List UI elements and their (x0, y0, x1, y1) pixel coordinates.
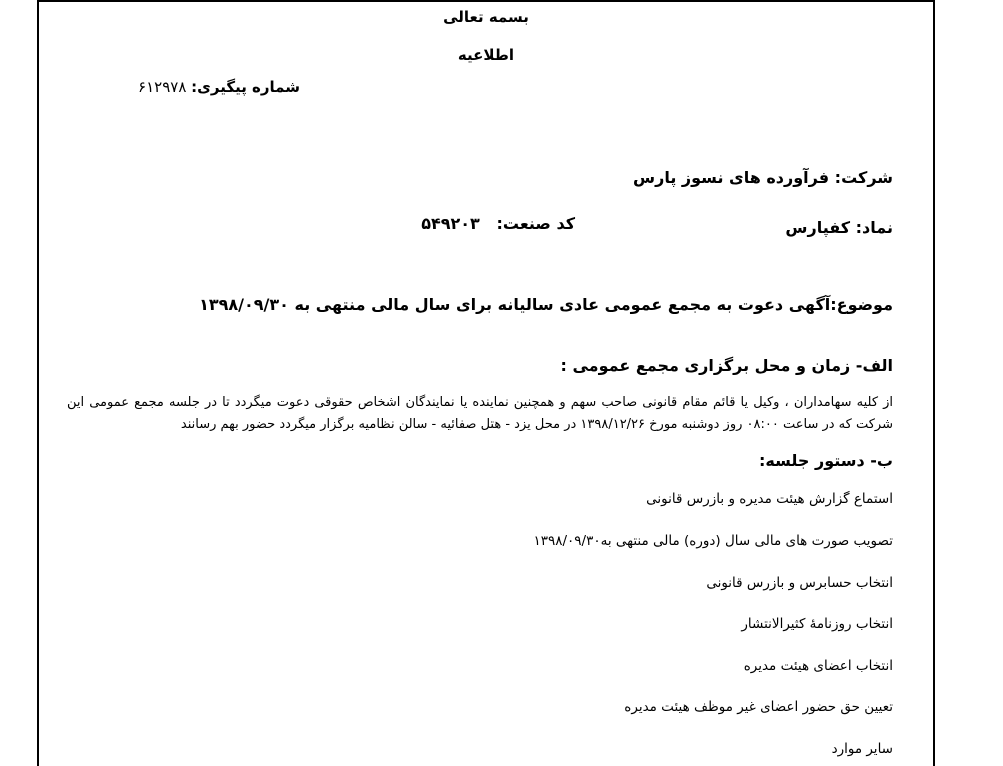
agenda-item: تعیین حق حضور اعضای غیر موظف هیئت مدیره (624, 699, 893, 715)
invitation-paragraph: از کلیه سهامداران ، وکیل یا قائم مقام قانونی صاحب سهم و همچنین نماینده یا نمایندگان اشخاص حقوقی دعوت میگردد تا در جلسه مجمع عمومی این شرکت که در ساعت ۰۸:۰۰ روز دوشنبه مورخ ۱۳۹۸/۱۲/۲۶ در محل یزد - هتل صفائیه - سالن نظامیه برگزار میگردد حضور بهم رسانند (67, 395, 893, 432)
tracking-number (138, 78, 300, 96)
subject-label: موضوع: (830, 295, 893, 314)
agenda-item: انتخاب حسابرس و بازرس قانونی (706, 575, 893, 591)
agenda-item: تصویب صورت های مالی سال (دوره) مالی منتهی به۱۳۹۸/۰۹/۳۰ (533, 533, 893, 549)
industry-code-label: کد صنعت: (496, 214, 575, 233)
tracking-value: ۶۱۲۹۷۸ (138, 78, 187, 96)
symbol-line (785, 218, 893, 237)
symbol-label: نماد: (855, 218, 893, 237)
subject-value: آگهی دعوت به مجمع عمومی عادی سالیانه برای سال مالی منتهی به ۱۳۹۸/۰۹/۳۰ (199, 295, 831, 314)
industry-code-value: ۵۴۹۲۰۳ (421, 214, 480, 233)
agenda-item: سایر موارد (831, 741, 893, 757)
subject-line (199, 295, 893, 314)
agenda-item: انتخاب روزنامۀ کثیرالانتشار (741, 616, 893, 632)
symbol-value: کفپارس (785, 218, 851, 237)
section-a-title: الف- زمان و محل برگزاری مجمع عمومی : (560, 356, 893, 375)
agenda-item: انتخاب اعضای هیئت مدیره (743, 658, 893, 674)
company-line (633, 168, 893, 187)
company-label: شرکت: (834, 168, 893, 187)
notice-title: اطلاعیه (457, 46, 515, 64)
document-page (37, 0, 935, 766)
section-b-title: ب- دستور جلسه: (758, 451, 893, 470)
industry-code-line (421, 214, 575, 233)
company-value: فرآورده های نسوز پارس (633, 168, 830, 187)
agenda-item: استماع گزارش هیئت مدیره و بازرس قانونی (646, 491, 893, 507)
basmala-heading: بسمه تعالی (443, 8, 529, 26)
tracking-label: شماره پیگیری: (191, 78, 300, 96)
